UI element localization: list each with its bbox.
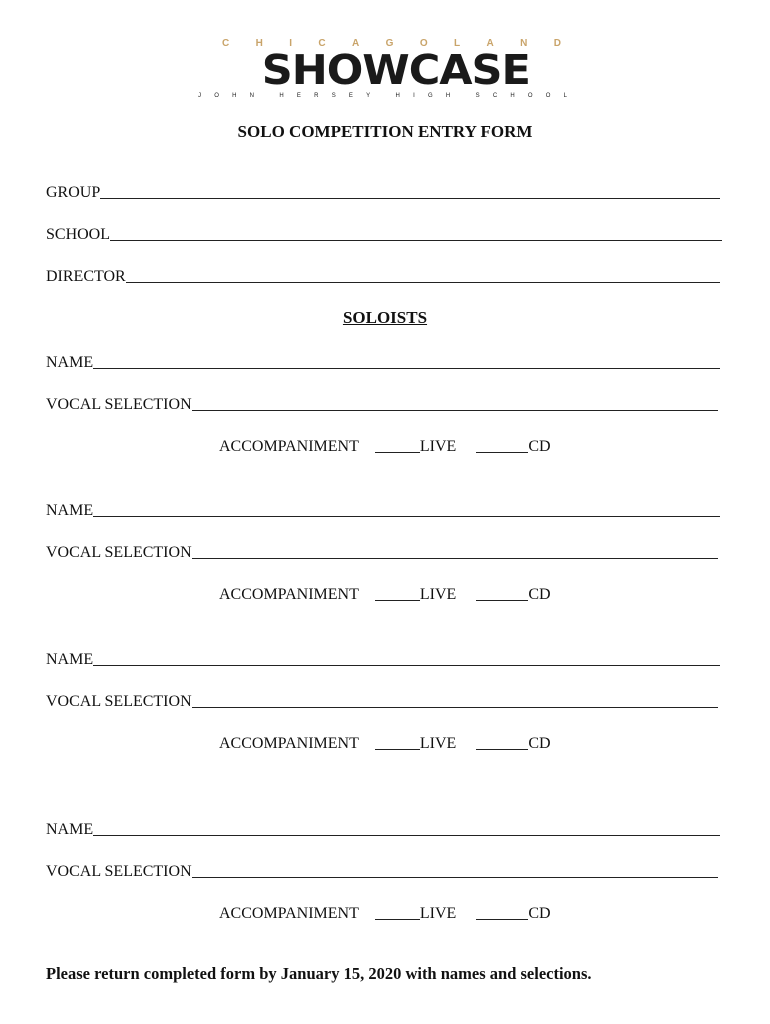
soloist-name-field[interactable] — [46, 817, 720, 839]
live-label: LIVE — [419, 586, 457, 603]
name-line[interactable] — [93, 665, 720, 666]
soloist-name-field[interactable] — [46, 498, 720, 520]
name-label: NAME — [46, 354, 94, 371]
accompaniment-label: ACCOMPANIMENT — [219, 586, 359, 603]
vocal-selection-field[interactable] — [46, 859, 718, 881]
name-line[interactable] — [93, 835, 720, 836]
group-label: GROUP — [46, 184, 101, 201]
director-line[interactable] — [126, 282, 720, 283]
vocal-selection-line[interactable] — [192, 558, 718, 559]
form-title: SOLO COMPETITION ENTRY FORM — [237, 122, 533, 141]
cd-label: CD — [528, 438, 551, 455]
vocal-selection-line[interactable] — [192, 877, 718, 878]
school-line[interactable] — [110, 240, 722, 241]
live-label: LIVE — [419, 438, 457, 455]
vocal-selection-label: VOCAL SELECTION — [46, 863, 192, 880]
name-line[interactable] — [93, 516, 720, 517]
vocal-selection-label: VOCAL SELECTION — [46, 396, 192, 413]
vocal-selection-field[interactable] — [46, 689, 718, 711]
accompaniment-row — [219, 901, 551, 923]
school-label: SCHOOL — [46, 226, 111, 243]
logo-main-text: SHOWCASE — [261, 46, 530, 94]
soloists-heading: SOLOISTS — [342, 308, 428, 327]
group-line[interactable] — [100, 198, 720, 199]
director-label: DIRECTOR — [46, 268, 126, 285]
soloist-name-field[interactable] — [46, 350, 720, 372]
accompaniment-label: ACCOMPANIMENT — [219, 735, 359, 752]
cd-label: CD — [528, 735, 551, 752]
vocal-selection-line[interactable] — [192, 707, 718, 708]
soloist-name-field[interactable] — [46, 647, 720, 669]
name-label: NAME — [46, 502, 94, 519]
director-field[interactable] — [46, 264, 720, 286]
logo-bottom-text: J O H N H E R S E Y H I G H S C H O O L — [198, 93, 568, 99]
name-label: NAME — [46, 651, 94, 668]
school-field[interactable] — [46, 222, 722, 244]
live-blank[interactable] — [375, 452, 420, 453]
accompaniment-row — [219, 731, 551, 753]
vocal-selection-label: VOCAL SELECTION — [46, 544, 192, 561]
cd-label: CD — [528, 586, 551, 603]
showcase-logo — [190, 38, 582, 104]
vocal-selection-line[interactable] — [192, 410, 718, 411]
vocal-selection-field[interactable] — [46, 540, 718, 562]
group-field[interactable] — [46, 180, 720, 202]
cd-blank[interactable] — [476, 919, 528, 920]
logo-top-text: C H I C A G O L A N D — [222, 38, 562, 49]
live-blank[interactable] — [375, 600, 420, 601]
name-label: NAME — [46, 821, 94, 838]
cd-blank[interactable] — [476, 600, 528, 601]
cd-label: CD — [528, 905, 551, 922]
cd-blank[interactable] — [476, 749, 528, 750]
live-blank[interactable] — [375, 919, 420, 920]
accompaniment-row — [219, 434, 551, 456]
vocal-selection-label: VOCAL SELECTION — [46, 693, 192, 710]
footer-note: Please return completed form by January 15, 2020 with names and selections. — [46, 964, 592, 983]
live-label: LIVE — [419, 735, 457, 752]
accompaniment-row — [219, 582, 551, 604]
live-blank[interactable] — [375, 749, 420, 750]
accompaniment-label: ACCOMPANIMENT — [219, 905, 359, 922]
accompaniment-label: ACCOMPANIMENT — [219, 438, 359, 455]
vocal-selection-field[interactable] — [46, 392, 718, 414]
name-line[interactable] — [93, 368, 720, 369]
cd-blank[interactable] — [476, 452, 528, 453]
live-label: LIVE — [419, 905, 457, 922]
